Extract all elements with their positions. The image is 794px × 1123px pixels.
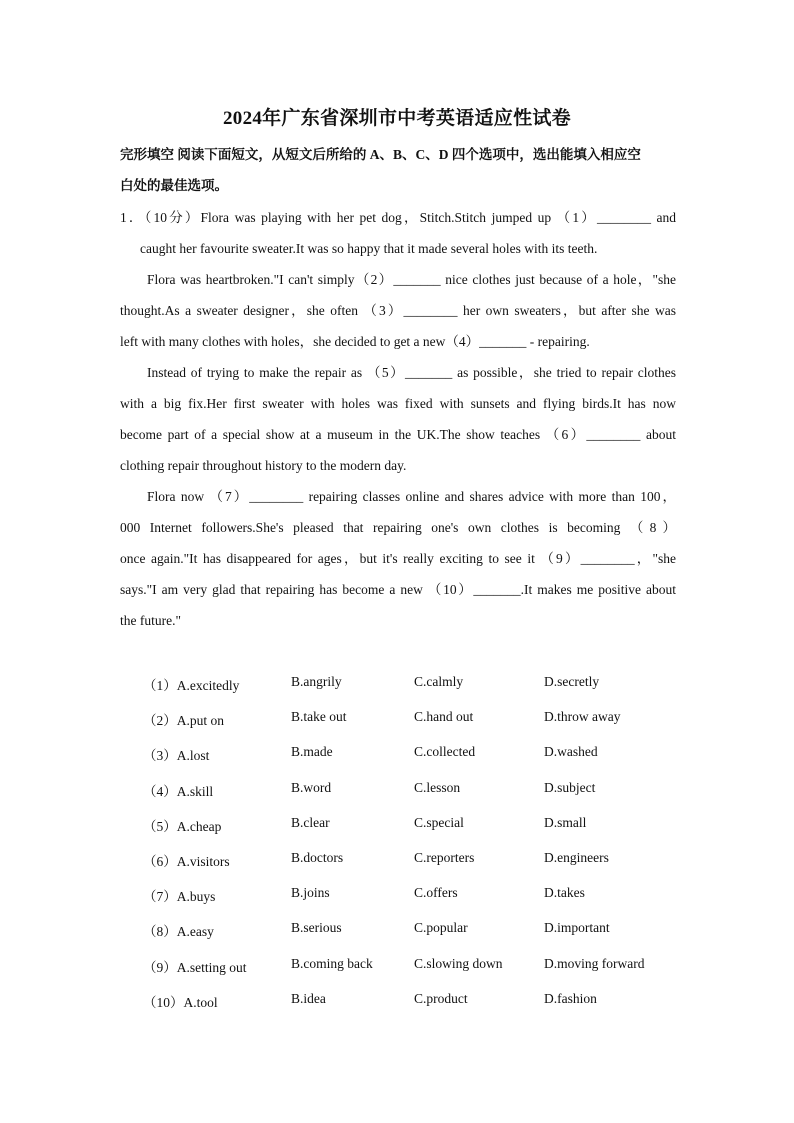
section-instruction xyxy=(120,139,676,201)
passage-line: once again."It has disappeared for ages，but it's really exciting to see it （9）________，"she xyxy=(120,551,676,566)
option-row xyxy=(143,991,703,1026)
option-b: B.serious xyxy=(291,920,342,936)
instruction-line-2: 白处的最佳选项。 xyxy=(120,178,228,193)
option-row xyxy=(143,850,703,885)
option-row xyxy=(143,709,703,744)
option-c: C.reporters xyxy=(414,849,475,865)
option-c: C.slowing down xyxy=(414,955,503,971)
passage-line: caught her favourite sweater.It was so happy that it made several holes with its teeth. xyxy=(140,241,598,256)
options-list xyxy=(143,674,703,1026)
option-row xyxy=(143,885,703,920)
option-b: B.clear xyxy=(291,814,330,830)
option-c: C.calmly xyxy=(414,674,464,689)
option-a: （8）A.easy xyxy=(143,924,214,940)
option-b: B.word xyxy=(291,779,332,795)
option-a: （7）A.buys xyxy=(143,889,216,905)
option-a: （3）A.lost xyxy=(143,748,210,764)
passage-line: says."I am very glad that repairing has become a new （10）_______.It makes me positive about xyxy=(120,582,676,597)
option-d: D.small xyxy=(544,814,587,830)
option-d: D.subject xyxy=(544,779,596,795)
passage-line: left with many clothes with holes，she decided to get a new（4）_______ - repairing. xyxy=(120,334,590,349)
option-a: （4）A.skill xyxy=(143,783,214,799)
cloze-passage xyxy=(120,202,676,636)
passage-line: 000 Internet followers.She's pleased that repairing one's own clothes is becoming （8） xyxy=(120,520,676,535)
option-c: C.hand out xyxy=(414,709,474,725)
option-b: B.idea xyxy=(291,990,326,1006)
option-b: B.made xyxy=(291,744,333,760)
option-row xyxy=(143,956,703,991)
passage-line: thought.As a sweater designer，she often （3）________ her own sweaters，but after she was xyxy=(120,303,676,318)
option-a: （9）A.setting out xyxy=(143,959,247,975)
option-d: D.moving forward xyxy=(544,955,645,971)
option-b: B.coming back xyxy=(291,955,373,971)
option-d: D.throw away xyxy=(544,709,621,725)
passage-line: 1．（10分）Flora was playing with her pet dog，Stitch.Stitch jumped up （1）________ and xyxy=(120,210,676,225)
option-row xyxy=(143,920,703,955)
option-b: B.take out xyxy=(291,709,347,725)
option-c: C.popular xyxy=(414,920,468,936)
option-d: D.engineers xyxy=(544,849,609,865)
passage-line: with a big fix.Her first sweater with holes was fixed with sunsets and flying birds.It has now xyxy=(120,396,676,411)
option-d: D.takes xyxy=(544,885,585,901)
option-a: （5）A.cheap xyxy=(143,818,222,834)
option-c: C.lesson xyxy=(414,779,461,795)
page-title: 2024年广东省深圳市中考英语适应性试卷 xyxy=(222,108,571,129)
option-a: （10）A.tool xyxy=(143,994,218,1010)
passage-line: Instead of trying to make the repair as （5）_______ as possible，she tried to repair clothes xyxy=(147,365,676,380)
option-b: B.doctors xyxy=(291,849,344,865)
option-row xyxy=(143,674,703,709)
option-row xyxy=(143,780,703,815)
passage-line: Flora was heartbroken."I can't simply（2）_______ nice clothes just because of a hole，"she xyxy=(147,272,676,287)
option-d: D.important xyxy=(544,920,610,936)
option-c: C.offers xyxy=(414,885,458,901)
option-c: C.product xyxy=(414,990,468,1006)
option-d: D.fashion xyxy=(544,990,597,1006)
option-b: B.angrily xyxy=(291,674,342,689)
option-a: （6）A.visitors xyxy=(143,853,230,869)
option-a: （2）A.put on xyxy=(143,713,224,729)
passage-line: Flora now （7）________ repairing classes online and shares advice with more than 100， xyxy=(147,489,676,504)
passage-line: the future." xyxy=(120,613,181,628)
option-row xyxy=(143,744,703,779)
option-row xyxy=(143,815,703,850)
option-c: C.collected xyxy=(414,744,476,760)
option-c: C.special xyxy=(414,814,464,830)
passage-line: clothing repair throughout history to the modern day. xyxy=(120,458,407,473)
option-a: （1）A.excitedly xyxy=(143,678,240,693)
option-d: D.secretly xyxy=(544,674,600,689)
option-d: D.washed xyxy=(544,744,598,760)
instruction-line-1: 完形填空 阅读下面短文，从短文后所给的 A、B、C、D 四个选项中，选出能填入相应空 xyxy=(120,147,641,162)
passage-line: become part of a special show at a museum in the UK.The show teaches （6）________ about xyxy=(120,427,676,442)
option-b: B.joins xyxy=(291,885,330,901)
